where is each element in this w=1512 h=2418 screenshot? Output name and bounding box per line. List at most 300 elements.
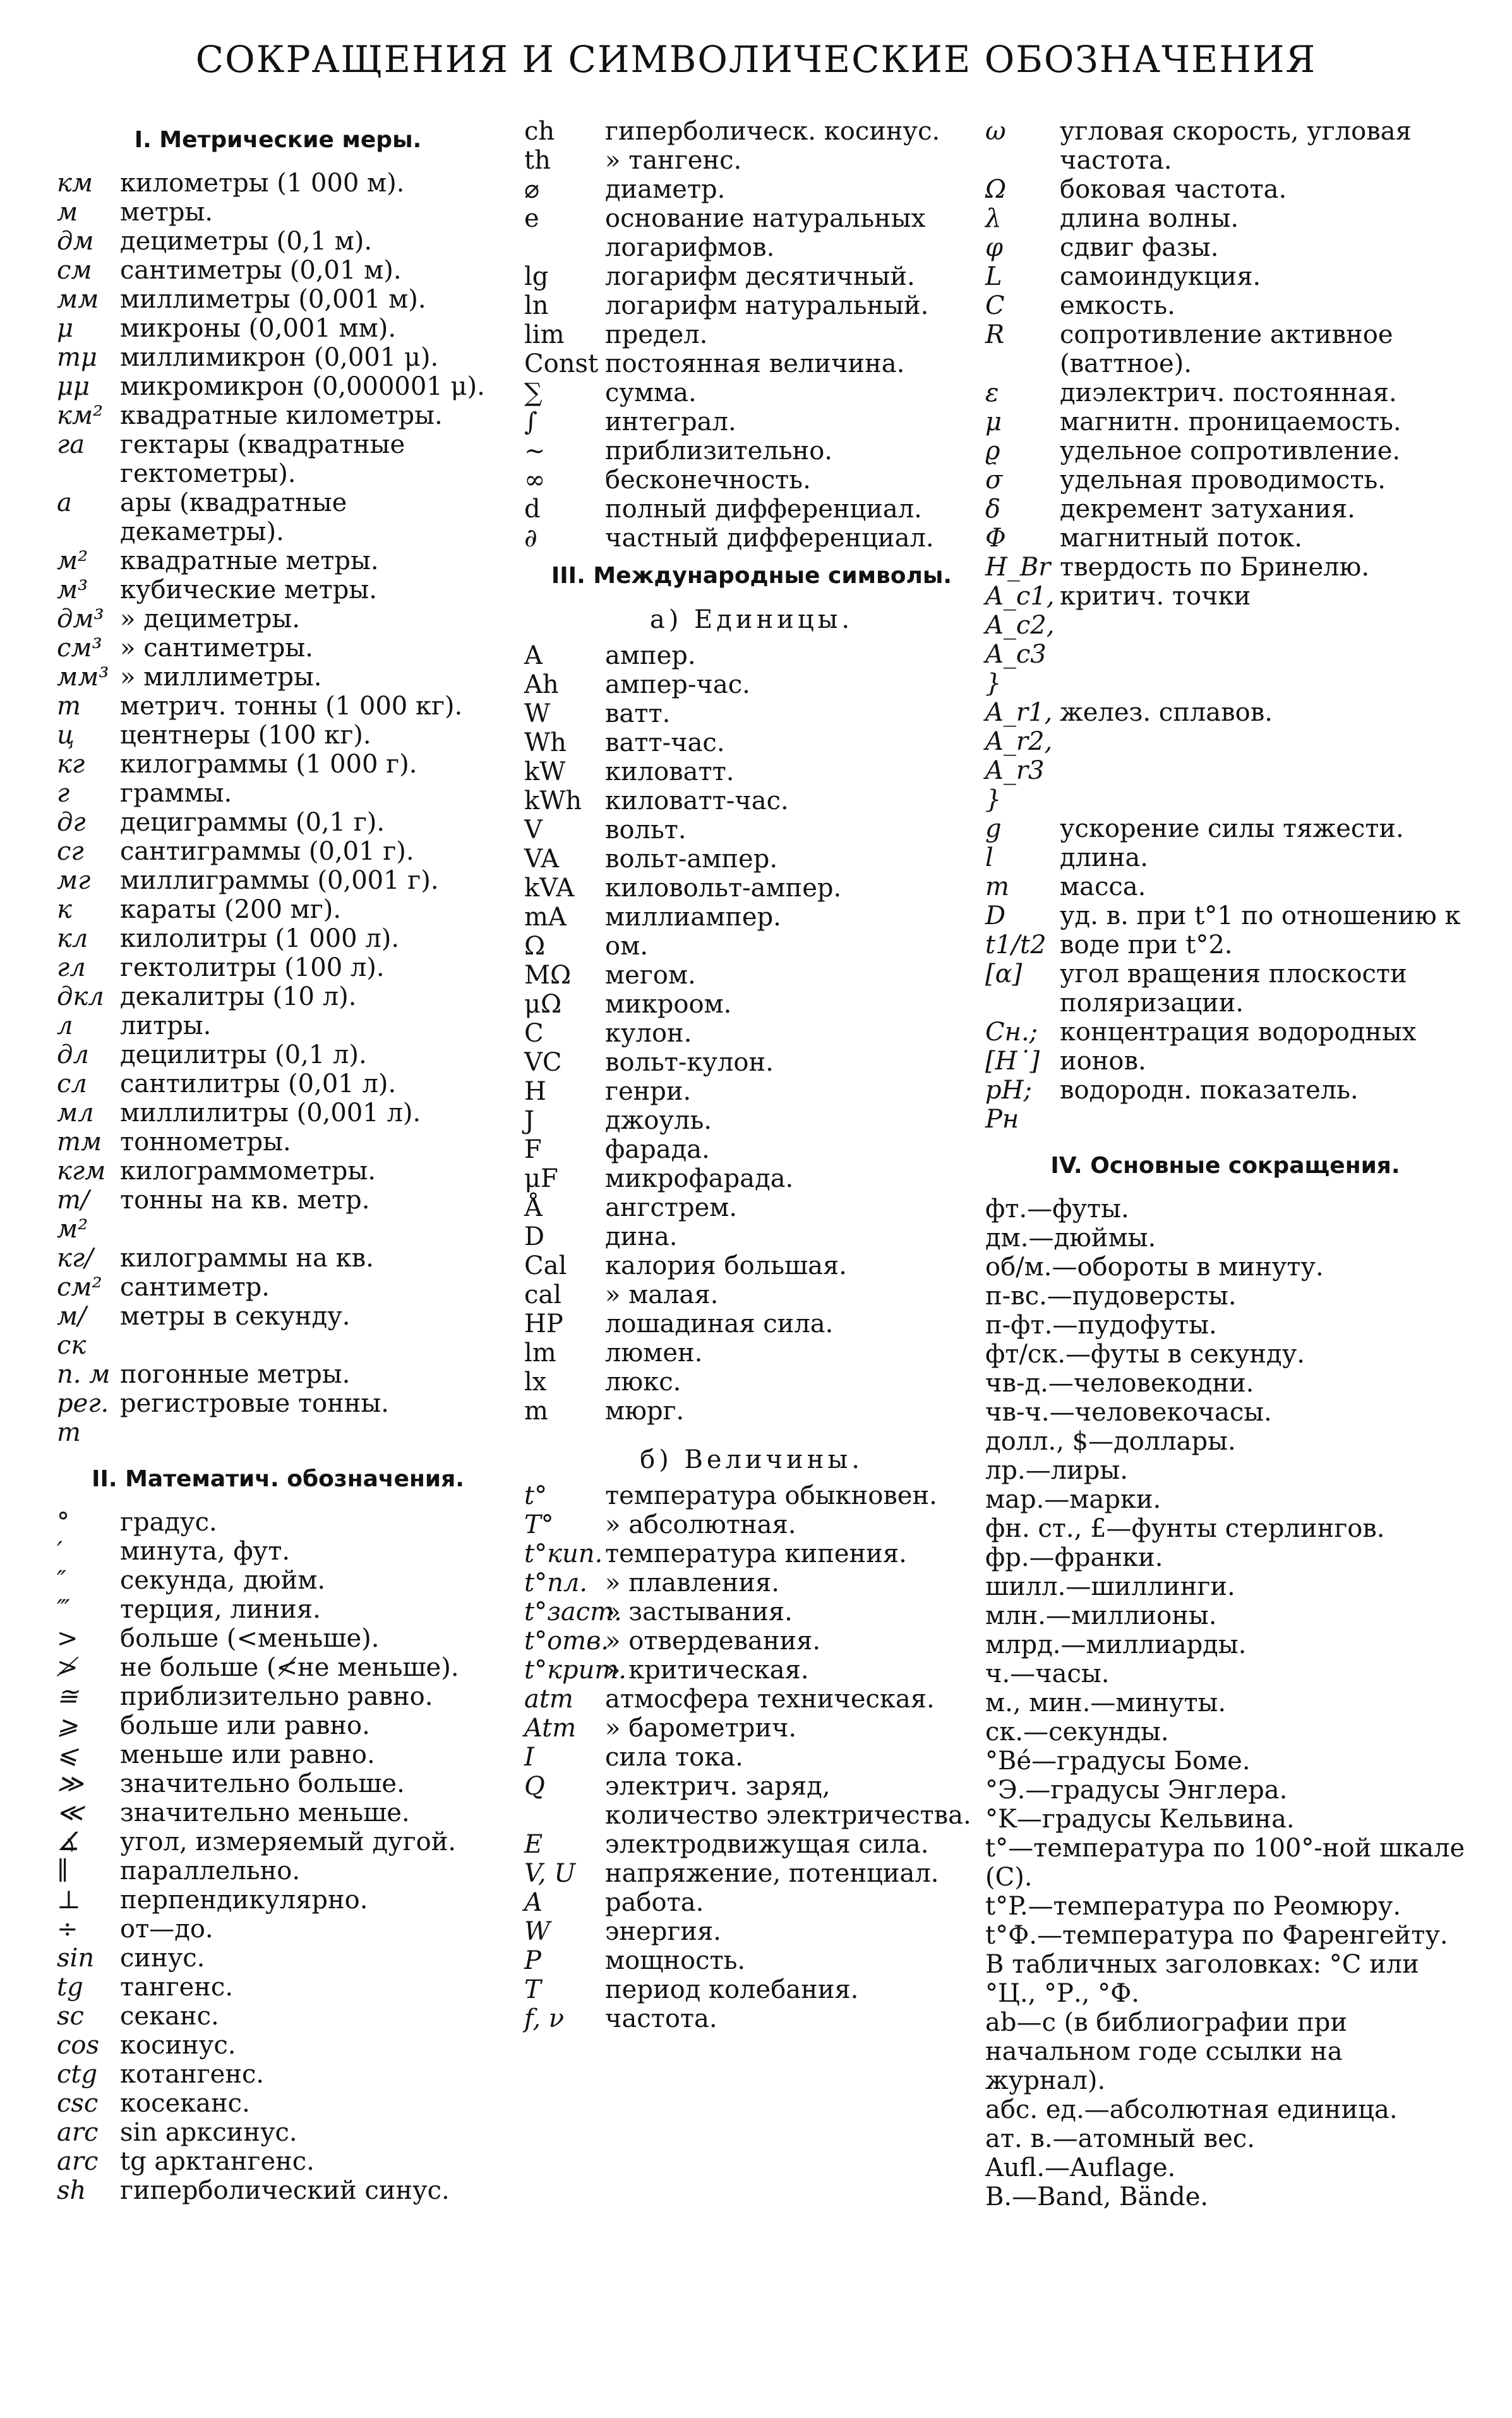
entry-symbol: ∞ [524, 466, 546, 495]
list-item [524, 670, 979, 699]
list-item [524, 1309, 979, 1338]
entry-symbol: V, U [524, 1859, 576, 1888]
entry-description: центнеры (100 кг). [120, 721, 371, 750]
abbreviation-item [985, 1224, 1465, 1253]
entry-symbol: ∥ [57, 1856, 69, 1886]
entry-description: магнитн. проницаемость. [1060, 407, 1401, 436]
entry-description: магнитный поток. [1060, 524, 1302, 553]
list-item [524, 961, 979, 990]
list-item [524, 1859, 979, 1888]
entry-description: метрич. тонны (1 000 кг). [120, 692, 463, 721]
list-item [524, 1743, 979, 1772]
abbreviation-text: °Bé—градусы Боме. [985, 1747, 1251, 1776]
list-item [524, 1946, 979, 1975]
list-item [524, 1888, 979, 1917]
abbreviation-text: долл., $—доллары. [985, 1427, 1236, 1456]
list-item [985, 407, 1465, 436]
entry-symbol: t°отв. [524, 1627, 609, 1656]
entry-symbol: t°заст. [524, 1597, 622, 1627]
list-item [57, 372, 499, 401]
entry-symbol: t°пл. [524, 1568, 588, 1597]
entry-symbol: l [985, 843, 993, 872]
entry-description: удельное сопротивление. [1060, 436, 1401, 466]
list-item [985, 320, 1465, 378]
entry-symbol: га [57, 430, 85, 459]
entry-description: сантилитры (0,01 л). [120, 1069, 397, 1098]
list-item [57, 1915, 499, 1944]
list-item [985, 843, 1465, 872]
abbreviation-item [985, 1950, 1465, 2008]
entry-symbol: Ω [524, 932, 546, 961]
abbreviation-text: фн. ст., £—фунты стерлингов. [985, 1514, 1385, 1543]
list-item [524, 1280, 979, 1309]
page-title: СОКРАЩЕНИЯ И СИМВОЛИЧЕСКИЕ ОБОЗНАЧЕНИЯ [195, 38, 1317, 81]
list-item [57, 924, 499, 953]
abbreviation-item [985, 1427, 1465, 1456]
entry-symbol: P [524, 1946, 541, 1975]
list-item [524, 291, 979, 320]
entry-symbol: F [524, 1135, 542, 1164]
entry-symbol: μμ [57, 372, 90, 401]
entry-description: частный дифференциал. [605, 524, 934, 553]
list-item [57, 1537, 499, 1566]
abbr-list [985, 1194, 1465, 2211]
entry-symbol: D [524, 1222, 545, 1251]
column-3 [985, 117, 1465, 2211]
entry-symbol: рег. т [57, 1389, 109, 1447]
entry-description: энергия. [605, 1917, 721, 1946]
entry-description: ары (квадратные декаметры). [120, 488, 347, 546]
entry-symbol: ∼ [524, 436, 546, 466]
list-item [57, 1157, 499, 1186]
section-heading-abbr: IV. Основные сокращения. [1050, 1153, 1400, 1179]
entry-description: предел. [605, 320, 708, 349]
entry-symbol: тм [57, 1128, 102, 1157]
list-item [524, 320, 979, 349]
list-item [524, 1135, 979, 1164]
entry-description: диэлектрич. постоянная. [1060, 378, 1397, 407]
entry-symbol: ⩽ [57, 1740, 78, 1769]
entry-description: самоиндукция. [1060, 262, 1261, 291]
entry-symbol: ≅ [57, 1682, 78, 1711]
entry-description: гектолитры (100 л). [120, 953, 385, 982]
entry-symbol: m [524, 1397, 548, 1426]
list-item [57, 663, 499, 692]
column-1 [57, 117, 499, 2205]
entry-symbol: V [524, 815, 543, 845]
quant-cont-list [985, 117, 1465, 1134]
entry-symbol: к [57, 895, 72, 924]
abbreviation-item [985, 1369, 1465, 1398]
entry-symbol: ≫ [57, 1769, 83, 1798]
list-item [524, 1539, 979, 1568]
list-item [57, 604, 499, 634]
list-item [524, 1656, 979, 1685]
entry-symbol: ch [524, 117, 555, 146]
entry-description: ампер-час. [605, 670, 750, 699]
list-item [524, 204, 979, 262]
entry-description: » барометрич. [605, 1714, 797, 1743]
entry-description: фарада. [605, 1135, 710, 1164]
abbreviation-item [985, 1543, 1465, 1572]
entry-description: микроны (0,001 мм). [120, 314, 397, 343]
entry-description: сопротивление активное (ваттное). [1060, 320, 1393, 378]
subheading-units: а) Единицы. [649, 605, 854, 634]
list-item [985, 698, 1465, 814]
entry-description: » сантиметры. [120, 634, 313, 663]
entry-symbol: μ [985, 407, 1002, 436]
list-item [524, 524, 979, 553]
entry-description: метры. [120, 198, 213, 227]
entry-description: киловольт-ампер. [605, 874, 842, 903]
abbreviation-item [985, 2008, 1465, 2095]
entry-description: не больше (≮не меньше). [120, 1653, 459, 1682]
list-item [57, 721, 499, 750]
entry-symbol: мг [57, 866, 91, 895]
abbreviation-item [985, 1456, 1465, 1485]
entry-symbol: H_Br [985, 553, 1051, 582]
entry-description: твердость по Бринелю. [1060, 553, 1370, 582]
entry-description: мюрг. [605, 1397, 685, 1426]
entry-symbol: дг [57, 808, 86, 837]
entry-symbol: ∫ [524, 407, 537, 436]
entry-description: tg арктангенс. [120, 2147, 315, 2176]
entry-symbol: kVA [524, 874, 575, 903]
entry-description: длина волны. [1060, 204, 1239, 233]
entry-symbol: W [524, 699, 551, 728]
entry-symbol: t°кип. [524, 1539, 603, 1568]
entry-symbol: ω [985, 117, 1006, 146]
list-item [57, 953, 499, 982]
abbreviation-item [985, 1688, 1465, 1717]
entry-symbol: sin [57, 1944, 95, 1973]
entry-symbol: mμ [57, 343, 97, 372]
entry-description: » дециметры. [120, 604, 300, 634]
list-item [985, 1076, 1465, 1134]
list-item [524, 466, 979, 495]
entry-symbol: ≯ [57, 1653, 78, 1682]
entry-description: основание натуральных логарифмов. [605, 204, 926, 262]
list-item [57, 256, 499, 285]
section-heading-intl: III. Международные символы. [551, 563, 952, 589]
list-item [57, 779, 499, 808]
list-item [524, 495, 979, 524]
entry-symbol: csc [57, 2089, 99, 2118]
entry-description: караты (200 мг). [120, 895, 342, 924]
list-item [57, 1653, 499, 1682]
entry-symbol: μF [524, 1164, 558, 1193]
entry-symbol: lx [524, 1368, 547, 1397]
list-item [57, 2176, 499, 2205]
abbreviation-text: ч.—часы. [985, 1659, 1110, 1688]
list-item [524, 990, 979, 1019]
list-item [985, 582, 1465, 698]
entry-symbol: Atm [524, 1714, 577, 1743]
entry-description: килограммы на кв. сантиметр. [120, 1244, 374, 1302]
list-item [524, 2004, 979, 2033]
entry-description: ангстрем. [605, 1193, 738, 1222]
abbreviation-text: фр.—франки. [985, 1543, 1163, 1572]
abbreviation-item [985, 1717, 1465, 1747]
entry-symbol: Ah [524, 670, 559, 699]
entry-description: емкость. [1060, 291, 1175, 320]
entry-description: миллимикрон (0,001 μ). [120, 343, 439, 372]
list-item [524, 903, 979, 932]
entry-description: » тангенс. [605, 146, 742, 175]
entry-symbol: л [57, 1011, 73, 1040]
entry-description: работа. [605, 1888, 704, 1917]
list-item [57, 750, 499, 779]
entry-description: длина. [1060, 843, 1148, 872]
entry-symbol: I [524, 1743, 534, 1772]
abbreviation-item [985, 1282, 1465, 1311]
section-heading-metric: I. Метрические меры. [134, 127, 422, 153]
entry-description: мегом. [605, 961, 696, 990]
list-item [57, 1360, 499, 1389]
entry-description: вольт-кулон. [605, 1048, 774, 1077]
list-item [524, 641, 979, 670]
entry-description: вольт-ампер. [605, 845, 778, 874]
list-item [524, 1714, 979, 1743]
list-item [985, 959, 1465, 1018]
entry-description: киловатт. [605, 757, 735, 786]
entry-description: дина. [605, 1222, 678, 1251]
list-item [524, 699, 979, 728]
entry-symbol: A_c1, A_c2, A_c3 } [985, 582, 1055, 698]
entry-description: люмен. [605, 1338, 703, 1368]
abbreviation-text: млн.—миллионы. [985, 1601, 1217, 1630]
entry-symbol: Cal [524, 1251, 567, 1280]
entry-symbol: λ [985, 204, 1002, 233]
entry-symbol: lim [524, 320, 565, 349]
entry-symbol: мм [57, 285, 99, 314]
entry-symbol: п. м [57, 1360, 111, 1389]
entry-description: граммы. [120, 779, 232, 808]
entry-description: косинус. [120, 2031, 236, 2060]
abbreviation-item [985, 2182, 1465, 2211]
entry-symbol: VC [524, 1048, 562, 1077]
list-item [524, 874, 979, 903]
entry-symbol: ⊥ [57, 1886, 81, 1915]
list-item [985, 814, 1465, 843]
entry-symbol: d [524, 495, 541, 524]
list-item [985, 175, 1465, 204]
entry-symbol: g [985, 814, 1002, 843]
abbreviation-text: ab—c (в библиографии при начальном годе ссылки на журнал). [985, 2008, 1348, 2095]
list-item [57, 1244, 499, 1302]
abbreviation-text: t°P.—температура по Реомюру. [985, 1892, 1401, 1921]
entry-description: полный дифференциал. [605, 495, 922, 524]
list-item [524, 1510, 979, 1539]
entry-symbol: Å [524, 1193, 543, 1222]
list-item [57, 692, 499, 721]
entry-symbol: C [524, 1019, 544, 1048]
abbreviation-text: t°—температура по 100°-ной шкале (С). [985, 1834, 1465, 1892]
list-item [57, 866, 499, 895]
list-item [985, 233, 1465, 262]
list-item [524, 1627, 979, 1656]
list-item [57, 575, 499, 604]
list-item [524, 757, 979, 786]
entry-symbol: H [524, 1077, 546, 1106]
entry-description: дециграммы (0,1 г). [120, 808, 385, 837]
list-item [57, 1624, 499, 1653]
entry-symbol: > [57, 1624, 78, 1653]
list-item [57, 401, 499, 430]
list-item [57, 2031, 499, 2060]
entry-symbol: Const [524, 349, 599, 378]
entry-description: логарифм десятичный. [605, 262, 915, 291]
entry-description: » абсолютная. [605, 1510, 796, 1539]
list-item [57, 1128, 499, 1157]
entry-description: метры в секунду. [120, 1302, 351, 1331]
list-item [985, 291, 1465, 320]
list-item [524, 436, 979, 466]
entry-description: значительно меньше. [120, 1798, 410, 1827]
entry-symbol: м² [57, 546, 88, 575]
list-item [57, 1040, 499, 1069]
list-item [57, 1973, 499, 2002]
abbreviation-item [985, 1398, 1465, 1427]
abbreviation-text: фт/ск.—футы в секунду. [985, 1340, 1305, 1369]
entry-symbol: кгм [57, 1157, 106, 1186]
list-item [524, 1397, 979, 1426]
entry-description: кубические метры. [120, 575, 377, 604]
entry-description: тоннометры. [120, 1128, 291, 1157]
entry-symbol: cal [524, 1280, 562, 1309]
entry-description: вольт. [605, 815, 687, 845]
entry-symbol: ″ [57, 1566, 66, 1595]
entry-description: водородн. показатель. [1060, 1076, 1359, 1105]
list-item [524, 1568, 979, 1597]
abbreviation-text: дм.—дюймы. [985, 1224, 1156, 1253]
list-item [57, 1011, 499, 1040]
list-item [524, 146, 979, 175]
list-item [524, 1830, 979, 1859]
list-item [57, 198, 499, 227]
entry-symbol: sh [57, 2176, 87, 2205]
abbreviation-text: В табличных заголовках: °C или °Ц., °Р., °Ф. [985, 1950, 1419, 2008]
section-heading-math: II. Математич. обозначения. [92, 1466, 464, 1492]
abbreviation-text: абс. ед.—абсолютная единица. [985, 2095, 1398, 2124]
entry-symbol: t° [524, 1481, 548, 1510]
entry-description: постоянная величина. [605, 349, 905, 378]
list-item [57, 837, 499, 866]
entry-description: » застывания. [605, 1597, 793, 1627]
entry-symbol: E [524, 1830, 543, 1859]
entry-description: гектары (квадратные гектометры). [120, 430, 405, 488]
entry-description: квадратные километры. [120, 401, 443, 430]
list-item [57, 1944, 499, 1973]
list-item [57, 1098, 499, 1128]
entry-description: » миллиметры. [120, 663, 322, 692]
abbreviation-text: п-фт.—пудофуты. [985, 1311, 1217, 1340]
list-item [524, 1597, 979, 1627]
abbreviation-text: шилл.—шиллинги. [985, 1572, 1235, 1601]
entry-symbol: см³ [57, 634, 102, 663]
entry-description: декалитры (10 л). [120, 982, 357, 1011]
entry-symbol: Ω [985, 175, 1007, 204]
entry-description: микроом. [605, 990, 732, 1019]
entry-description: погонные метры. [120, 1360, 351, 1389]
entry-description: килограммы (1 000 г). [120, 750, 417, 779]
entry-description: секанс. [120, 2002, 219, 2031]
entry-description: диаметр. [605, 175, 726, 204]
entry-description: значительно больше. [120, 1769, 405, 1798]
entry-description: декремент затухания. [1060, 495, 1355, 524]
entry-symbol: сл [57, 1069, 87, 1098]
entry-symbol: δ [985, 495, 1001, 524]
entry-description: ампер. [605, 641, 696, 670]
entry-symbol: сг [57, 837, 84, 866]
entry-description: лошадиная сила. [605, 1309, 834, 1338]
entry-description: » плавления. [605, 1568, 779, 1597]
entry-symbol: lm [524, 1338, 556, 1368]
list-item [524, 1368, 979, 1397]
abbreviation-item [985, 1834, 1465, 1892]
list-item [524, 1772, 979, 1830]
entry-symbol: г [57, 779, 70, 808]
abbreviation-item [985, 1805, 1465, 1834]
list-item [57, 1740, 499, 1769]
entry-description: » малая. [605, 1280, 719, 1309]
entry-symbol: ln [524, 291, 549, 320]
entry-symbol: T° [524, 1510, 554, 1539]
entry-description: сдвиг фазы. [1060, 233, 1219, 262]
entry-description: миллилитры (0,001 л). [120, 1098, 421, 1128]
list-item [57, 488, 499, 546]
abbreviation-item [985, 1194, 1465, 1224]
entry-description: миллиметры (0,001 м). [120, 285, 426, 314]
list-item [985, 378, 1465, 407]
entry-symbol: ∑ [524, 378, 543, 407]
entry-description: люкс. [605, 1368, 681, 1397]
abbreviation-item [985, 2153, 1465, 2182]
entry-description: угол вращения плоскости поляризации. [1060, 959, 1407, 1018]
list-item [57, 1566, 499, 1595]
entry-symbol: ε [985, 378, 999, 407]
list-item [57, 169, 499, 198]
list-item [57, 2089, 499, 2118]
abbreviation-text: t°Ф.—температура по Фаренгейту. [985, 1921, 1448, 1950]
list-item [57, 1798, 499, 1827]
entry-symbol: e [524, 204, 539, 233]
list-item [524, 378, 979, 407]
entry-symbol: км [57, 169, 93, 198]
list-item [985, 524, 1465, 553]
list-item [57, 2147, 499, 2176]
list-item [985, 553, 1465, 582]
entry-symbol: W [524, 1917, 551, 1946]
entry-symbol: sc [57, 2002, 84, 2031]
entry-description: атмосфера техническая. [605, 1685, 935, 1714]
entry-description: кулон. [605, 1019, 692, 1048]
entry-description: электрич. заряд, количество электричества. [605, 1772, 971, 1830]
entry-description: ом. [605, 932, 648, 961]
list-item [524, 1251, 979, 1280]
abbreviation-item [985, 1921, 1465, 1950]
list-item [57, 1186, 499, 1244]
abbreviation-text: лр.—лиры. [985, 1456, 1128, 1485]
list-item [985, 466, 1465, 495]
entry-description: минута, фут. [120, 1537, 291, 1566]
entry-description: тонны на кв. метр. [120, 1186, 370, 1215]
list-item [524, 1106, 979, 1135]
list-item [524, 815, 979, 845]
entry-symbol: ϱ [985, 436, 1000, 466]
entry-description: sin арксинус. [120, 2118, 297, 2147]
list-item [57, 343, 499, 372]
